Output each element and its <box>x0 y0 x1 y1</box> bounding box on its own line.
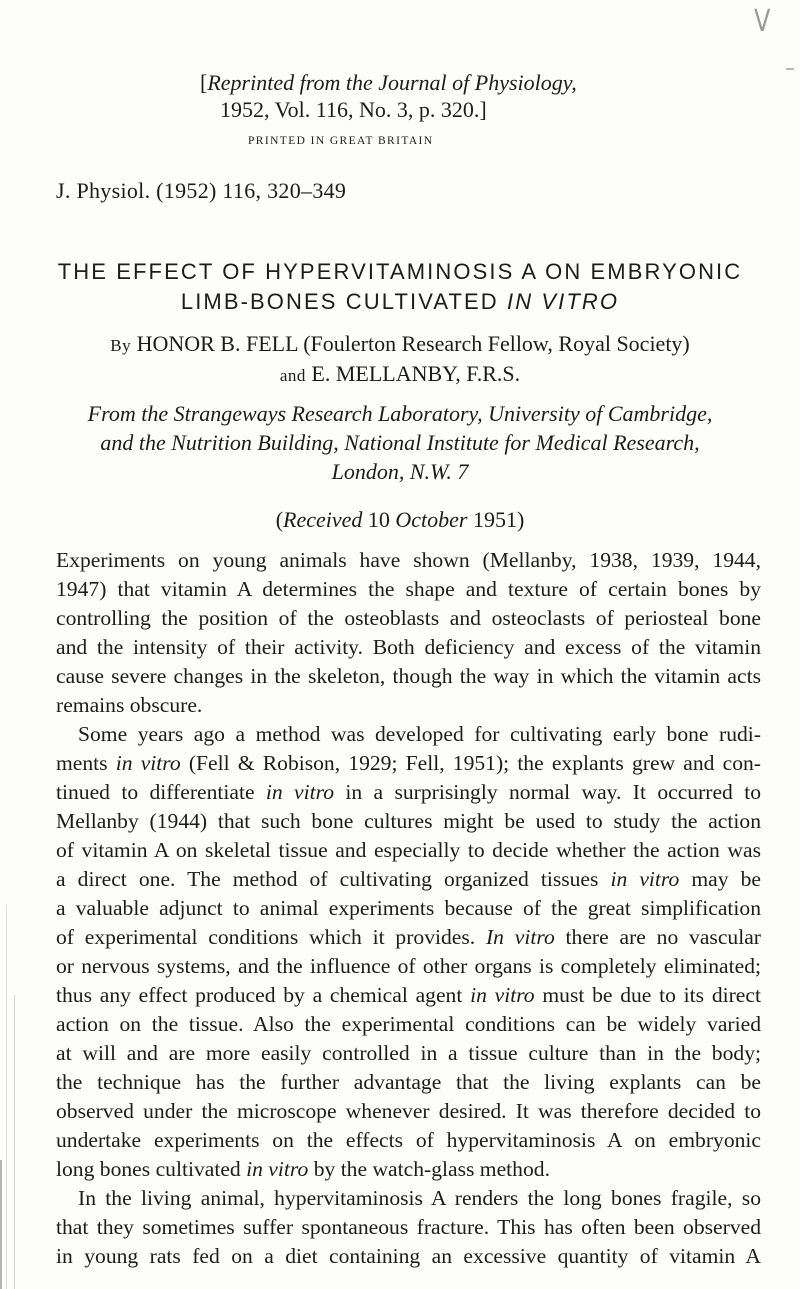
body-text-line: a valuable adjunct to animal experiments because of the great simplification <box>56 896 761 920</box>
affiliation-line-1: From the Strangeways Research Laboratory, University of Cambridge, <box>87 401 713 426</box>
body-text-line: a direct one. The method of cultivating organized tissues in vitro may be <box>56 867 761 891</box>
gutter-shadow-line <box>0 1160 2 1289</box>
body-text-line: 1947) that vitamin A determines the shape and texture of certain bones by <box>56 577 761 601</box>
body-text-line: of experimental conditions which it provides. In vitro there are no vascular <box>56 925 761 949</box>
body-text-line: in young rats fed on a diet containing an excessive quantity of vitamin A <box>56 1244 761 1268</box>
body-text-line: tinued to differentiate in vitro in a surprisingly normal way. It occurred to <box>56 780 761 804</box>
body-text-line: Mellanby (1944) that such bone cultures might be used to study the action <box>56 809 761 833</box>
article-title-line-1: THE EFFECT OF HYPERVITAMINOSIS A ON EMBRYONIC <box>57 259 743 284</box>
gutter-shadow-line <box>14 995 15 1289</box>
author-line-1: By HONOR B. FELL (Foulerton Research Fellow, Royal Society) <box>110 331 690 356</box>
body-text-line: the technique has the further advantage that the living explants can be <box>56 1070 761 1094</box>
body-text-line: action on the tissue. Also the experimental conditions can be widely varied <box>56 1012 761 1036</box>
body-text-line: that they sometimes suffer spontaneous fracture. This has often been observed <box>56 1215 761 1239</box>
body-text-line: of vitamin A on skeletal tissue and especially to decide whether the action was <box>56 838 761 862</box>
body-text-line: controlling the position of the osteoblasts and osteoclasts of periosteal bone <box>56 606 761 630</box>
body-text-line: remains obscure. <box>56 693 203 717</box>
body-text-line: Experiments on young animals have shown (Mellanby, 1938, 1939, 1944, <box>56 548 761 572</box>
reprint-notice: [Reprinted from the Journal of Physiology, <box>200 70 577 95</box>
gutter-shadow-line <box>6 905 7 1289</box>
body-text-line: and the intensity of their activity. Both deficiency and excess of the vitamin <box>56 635 761 659</box>
body-text-line: cause severe changes in the skeleton, though the way in which the vitamin acts <box>56 664 761 688</box>
corner-tick-mark <box>786 68 794 70</box>
body-text-line: observed under the microscope whenever desired. It was therefore decided to <box>56 1099 761 1123</box>
corner-pencil-mark: V <box>754 4 771 39</box>
body-text-line: at will and are more easily controlled in a tissue culture than in the body; <box>56 1041 761 1065</box>
journal-citation: J. Physiol. (1952) 116, 320–349 <box>56 178 347 203</box>
body-text-line: or nervous systems, and the influence of other organs is completely eliminated; <box>56 954 761 978</box>
body-text-line: In the living animal, hypervitaminosis A renders the long bones fragile, so <box>78 1186 761 1210</box>
body-text-line: long bones cultivated in vitro by the watch-glass method. <box>56 1157 550 1181</box>
author-line-2: and E. MELLANBY, F.R.S. <box>279 361 521 386</box>
affiliation-line-3: London, N.W. 7 <box>331 459 469 484</box>
body-text-line: ments in vitro (Fell & Robison, 1929; Fell, 1951); the explants grew and con- <box>56 751 761 775</box>
reprint-volume: 1952, Vol. 116, No. 3, p. 320.] <box>220 97 487 122</box>
body-text-line: undertake experiments on the effects of hypervitaminosis A on embryonic <box>56 1128 761 1152</box>
body-text-line: Some years ago a method was developed for cultivating early bone rudi- <box>78 722 761 746</box>
affiliation-line-2: and the Nutrition Building, National Institute for Medical Research, <box>100 430 700 455</box>
received-date: (Received 10 October 1951) <box>275 507 525 532</box>
body-text-line: thus any effect produced by a chemical agent in vitro must be due to its direct <box>56 983 761 1007</box>
article-title-line-2: LIMB-BONES CULTIVATED IN VITRO <box>180 289 620 314</box>
printed-in-notice: PRINTED IN GREAT BRITAIN <box>248 135 434 147</box>
